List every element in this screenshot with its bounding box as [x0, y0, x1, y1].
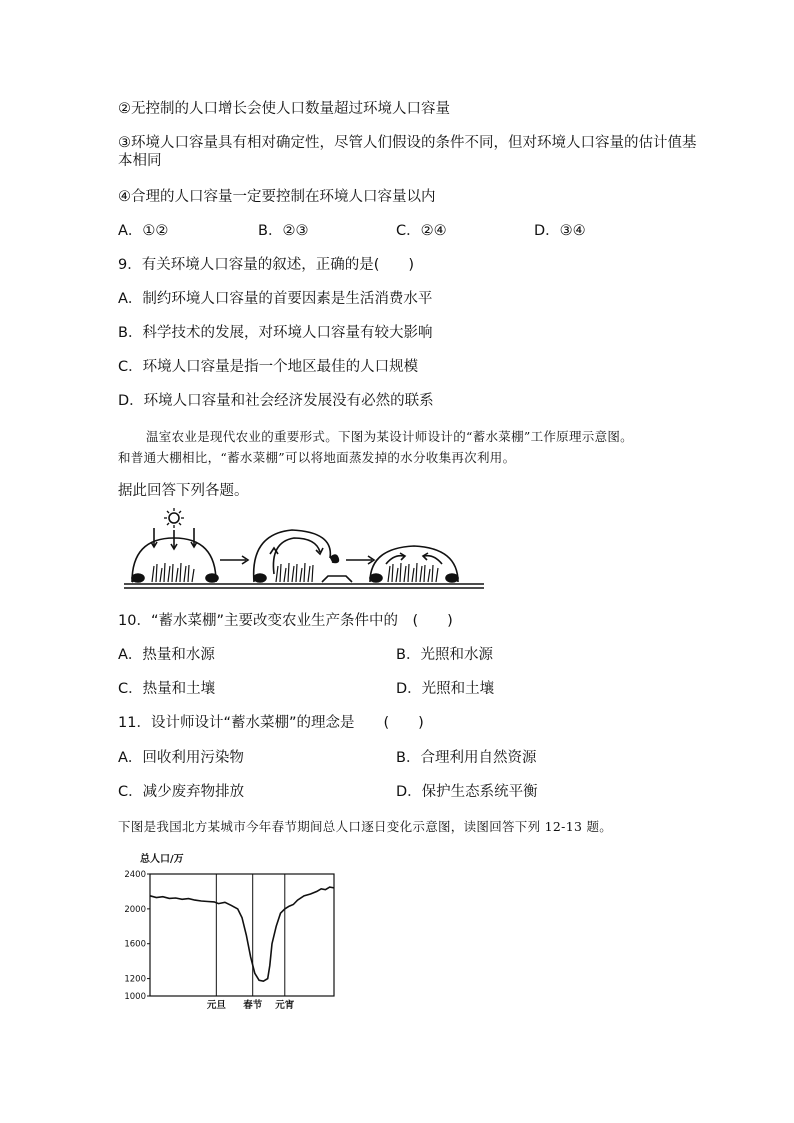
y-tick-label-4: 2400 [124, 870, 146, 880]
q10-option-d: D．光照和土壤 [396, 681, 495, 697]
statement-4: ④合理的人口容量一定要控制在环境人口容量以内 [118, 189, 436, 205]
statement-3-line1: ③环境人口容量具有相对确定性，尽管人们假设的条件不同，但对环境人口容量的估计值基 [118, 135, 697, 151]
y-axis-title: 总人口/万 [140, 854, 184, 865]
y-tick-label-3: 2000 [124, 904, 146, 915]
q11-option-d: D．保护生态系统平衡 [396, 784, 538, 800]
q8-option-d: D．③④ [534, 223, 586, 239]
y-tick-label-0: 1000 [124, 992, 146, 1002]
statement-3-line2: 本相同 [118, 153, 162, 169]
q9-stem: 9．有关环境人口容量的叙述，正确的是( ) [118, 257, 415, 273]
q11-option-a: A．回收利用污染物 [118, 750, 244, 766]
y-tick-label-2: 1600 [124, 939, 146, 950]
series-line-0 [150, 887, 334, 981]
q8-option-a: A．①② [118, 223, 169, 239]
q11-option-c: C．减少废弃物排放 [118, 784, 245, 800]
q10-option-a: A．热量和水源 [118, 647, 215, 663]
q9-option-d: D．环境人口容量和社会经济发展没有必然的联系 [118, 393, 434, 409]
statement-2: ②无控制的人口增长会使人口数量超过环境人口容量 [118, 101, 450, 117]
greenhouse-diagram [124, 508, 484, 600]
q11-option-b: B．合理利用自然资源 [396, 750, 537, 766]
q8-option-b: B．②③ [258, 223, 309, 239]
q10-stem: 10．“蓄水菜棚”主要改变农业生产条件中的 ( ) [118, 613, 453, 629]
q9-option-b: B．科学技术的发展，对环境人口容量有较大影响 [118, 325, 433, 341]
population-chart [124, 852, 364, 1012]
instruction-1: 据此回答下列各题。 [118, 483, 249, 499]
q9-option-a: A．制约环境人口容量的首要因素是生活消费水平 [118, 291, 433, 307]
x-marker-label-1: 春节 [243, 1000, 263, 1011]
x-marker-label-0: 元旦 [206, 1000, 226, 1011]
x-marker-label-2: 元宵 [275, 1000, 295, 1011]
passage1-line1: 温室农业是现代农业的重要形式。下图为某设计师设计的“蓄水菜棚”工作原理示意图。 [146, 429, 633, 444]
q9-option-c: C．环境人口容量是指一个地区最佳的人口规模 [118, 359, 419, 375]
q10-option-c: C．热量和土壤 [118, 681, 216, 697]
passage2: 下图是我国北方某城市今年春节期间总人口逐日变化示意图，读图回答下列 12-13 题。 [118, 819, 613, 834]
q11-stem: 11．设计师设计“蓄水菜棚”的理念是 ( ) [118, 715, 424, 731]
q10-option-b: B．光照和水源 [396, 647, 493, 663]
q8-option-c: C．②④ [396, 223, 447, 239]
y-tick-label-1: 1200 [124, 974, 146, 985]
passage1-line2: 和普通大棚相比，“蓄水菜棚”可以将地面蒸发掉的水分收集再次利用。 [118, 450, 516, 465]
plot-frame [150, 874, 334, 996]
